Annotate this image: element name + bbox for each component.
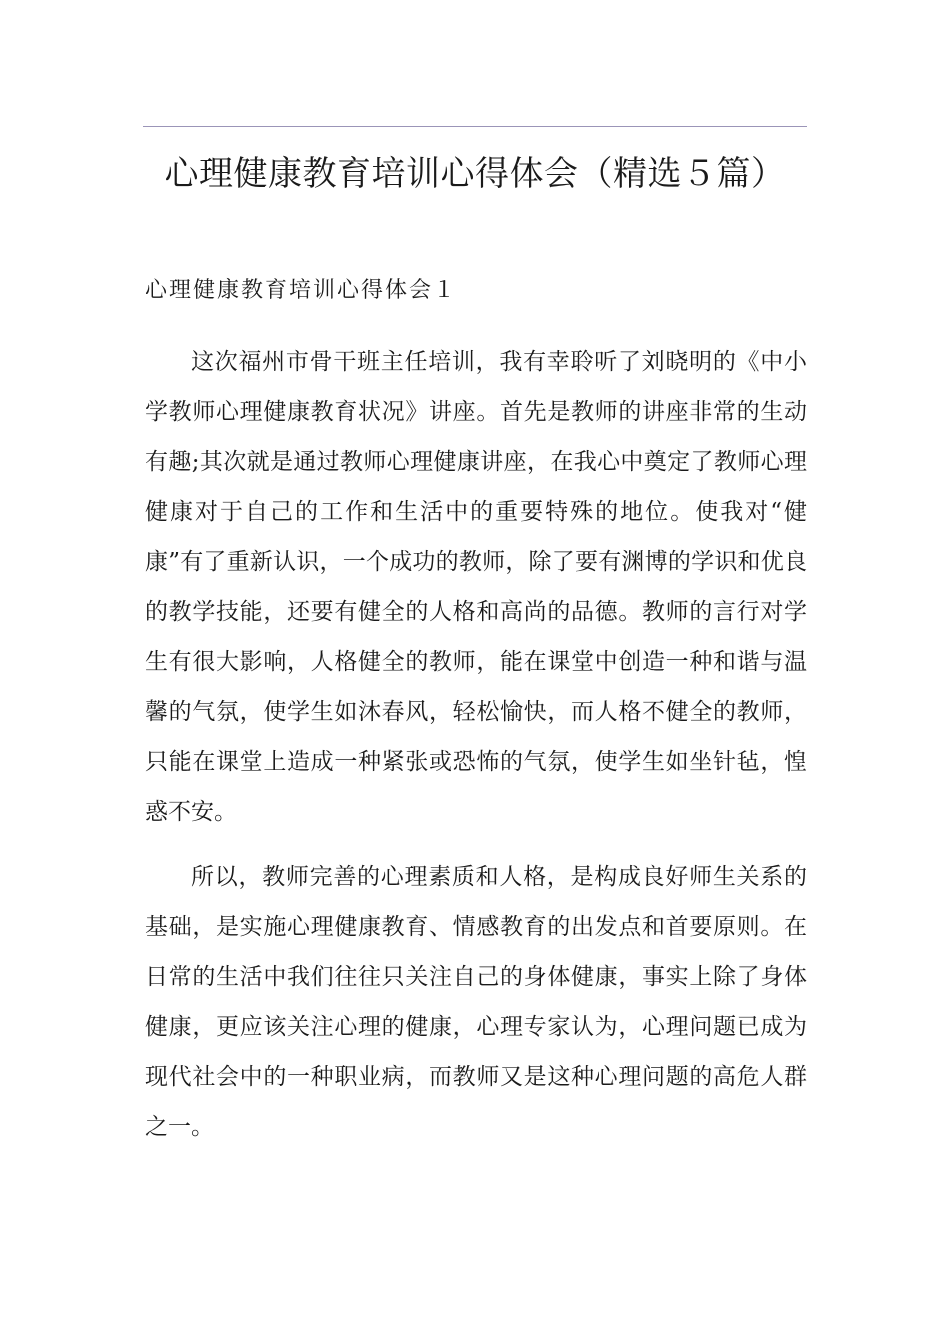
header-rule <box>143 126 807 127</box>
paragraph-1: 这次福州市骨干班主任培训，我有幸聆听了刘晓明的《中小学教师心理健康教育状况》讲座。首先是教师的讲座非常的生动有趣;其次就是通过教师心理健康讲座，在我心中奠定了教师心理健康对于自己的工作和生活中的重要特殊的地位。使我对“健康”有了重新认识，一个成功的教师，除了要有渊博的学识和优良的教学技能，还要有健全的人格和高尚的品德。教师的言行对学生有很大影响，人格健全的教师，能在课堂中创造一种和谐与温馨的气氛，使学生如沐春风，轻松愉快，而人格不健全的教师，只能在课堂上造成一种紧张或恐怖的气氛，使学生如坐针毡，惶惑不安。 <box>145 349 807 825</box>
paragraph-2: 所以，教师完善的心理素质和人格，是构成良好师生关系的基础，是实施心理健康教育、情感教育的出发点和首要原则。在日常的生活中我们往往只关注自己的身体健康，事实上除了身体健康，更应该关注心理的健康，心理专家认为，心理问题已成为现代社会中的一种职业病，而教师又是这种心理问题的高危人群之一。 <box>145 864 807 1140</box>
document-title: 心理健康教育培训心得体会（精选５篇） <box>164 154 786 194</box>
section-heading: 心理健康教育培训心得体会１ <box>145 278 458 303</box>
